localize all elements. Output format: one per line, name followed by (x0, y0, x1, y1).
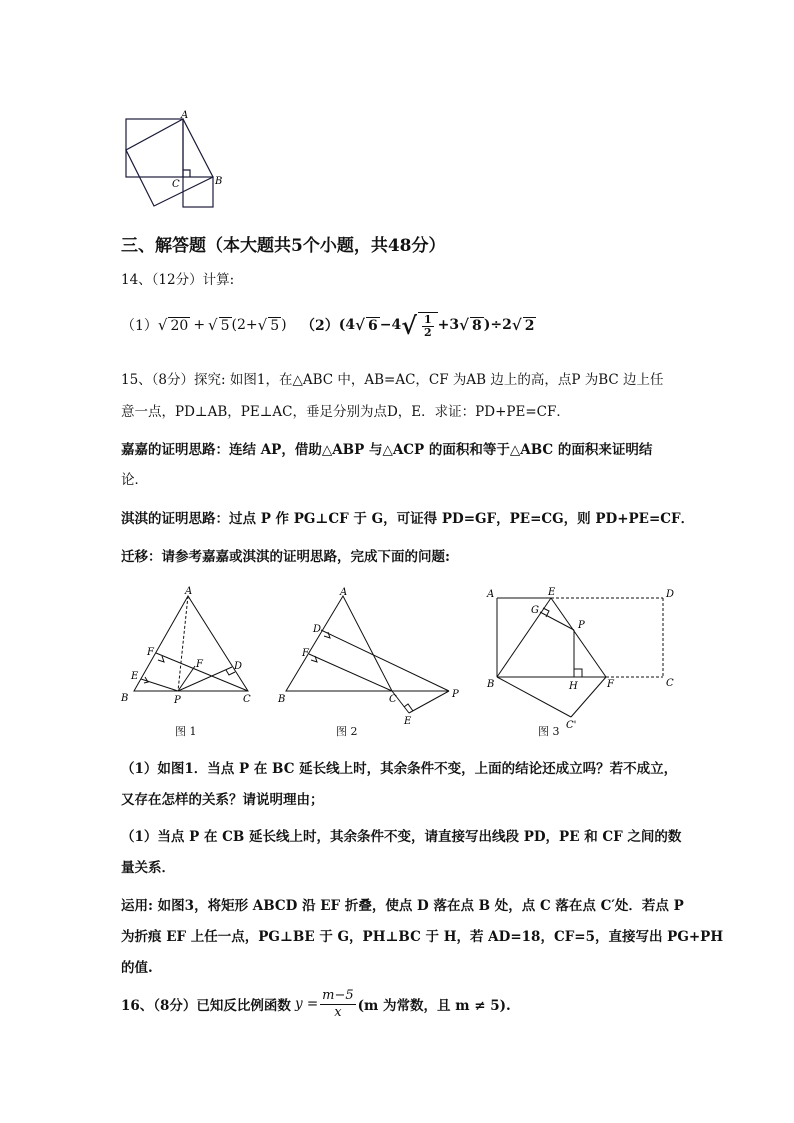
svg-text:F: F (607, 679, 614, 690)
q15-part1-line1: （1）如图1．当点 P 在 BC 延长线上时，其余条件不变，上面的结论还成立吗？若不成立， (121, 761, 678, 777)
svg-text:C': C' (566, 720, 577, 731)
figure-3 (480, 583, 680, 733)
q15-part1-line2: 又存在怎样的关系？请说明理由； (121, 792, 324, 808)
segment-bc-prime (497, 677, 571, 717)
svg-text:D: D (666, 589, 675, 600)
svg-text:P: P (174, 695, 181, 706)
svg-text:E: E (548, 587, 556, 598)
q15-line3: 嘉嘉的证明思路：连结 AP，借助△ABP 与△ACP 的面积和等于△ABC 的面积来证明结 (121, 442, 653, 458)
q15-line1: 15、（8分）探究: 如图1，在△ABC 中，AB=AC，CF 为AB 边上的高，点P 为BC 边上任 (121, 372, 664, 388)
svg-text:A: A (185, 586, 193, 597)
figure-2-caption: 图 2 (336, 725, 358, 738)
q15-part2-line1: （1）当点 P 在 CB 延长线上时，其余条件不变，请直接写出线段 PD，PE 和 CF 之间的数 (121, 829, 682, 845)
q15-apply-line2: 为折痕 EF 上任一点，PG⊥BE 于 G，PH⊥BC 于 H，若 AD=18，CF=5，直接写出 PG+PH (121, 929, 724, 945)
label-b: B (215, 176, 223, 187)
svg-text:F: F (196, 659, 203, 670)
hypotenuse-square (126, 119, 213, 206)
svg-text:A: A (340, 587, 348, 598)
label-a: A (181, 110, 189, 121)
svg-text:B: B (121, 693, 129, 704)
svg-text:C: C (666, 678, 674, 689)
triangle-abc (134, 596, 248, 691)
q15-apply-line3: 的值. (121, 960, 153, 976)
svg-text:D: D (313, 624, 322, 635)
small-square (183, 177, 213, 207)
figure-1-caption: 图 1 (175, 725, 197, 738)
right-mark-f (158, 656, 164, 662)
q16: 16、（8分）已知反比例函数 y = $\frac{m-5}{x}$ (m 为常数，且 m ≠ 5). (121, 987, 511, 1020)
triangle-abc (286, 596, 392, 691)
svg-text:A: A (487, 589, 495, 600)
q15-line5: 淇淇的证明思路：过点 P 作 PG⊥CF 于 G，可证得 PD=GF，PE=CG，则 PD+PE=CF． (121, 511, 695, 527)
fold-ef (551, 598, 606, 677)
segment-pe (141, 679, 178, 691)
q14-part1: （1） √ 20 + √ 5 (2+ √ 5 ) (121, 316, 287, 334)
q15-part2-line2: 量关系． (121, 860, 175, 876)
svg-text:B: B (278, 694, 286, 705)
q15-apply-line1: 运用: 如图3，将矩形 ABCD 沿 EF 折叠，使点 D 落在点 B 处，点 C 落在点 C′处．若点 P (121, 898, 684, 914)
q15-line2: 意一点，PD⊥AB，PE⊥AC，垂足分别为点D，E．求证：PD+PE=CF． (121, 404, 570, 420)
q14-p1-rad1: 20 (170, 317, 189, 334)
svg-text:P: P (452, 689, 459, 700)
segment-pd (321, 630, 449, 691)
svg-text:F: F (302, 648, 309, 659)
figure-1 (115, 585, 260, 710)
svg-text:D: D (234, 661, 243, 672)
figure-2 (272, 585, 472, 725)
svg-text:C: C (243, 694, 251, 705)
svg-text:F: F (147, 647, 154, 658)
segment-pg (540, 612, 574, 630)
svg-text:E: E (131, 671, 139, 682)
svg-text:C: C (389, 694, 397, 705)
q14-header: 14、（12分）计算: (121, 272, 235, 288)
segment-be (497, 598, 551, 677)
svg-text:E: E (404, 716, 412, 725)
q14-part2: （2） (4 √ 6 −4 √ $\frac{1}{2}$ +3 √ 8 )÷2 √ 2 (301, 310, 535, 340)
figure-3-caption: 图 3 (538, 725, 560, 738)
right-mark-h (574, 669, 582, 677)
label-c: C (172, 179, 180, 190)
segment-cf (309, 654, 392, 691)
section-title: 三、解答题（本大题共5个小题，共48分） (121, 236, 446, 256)
segment-pe (409, 691, 449, 713)
svg-text:H: H (569, 681, 578, 692)
svg-text:G: G (531, 605, 539, 616)
q15-line6: 迁移：请参考嘉嘉或淇淇的证明思路，完成下面的问题: (121, 549, 450, 565)
top-figure (118, 108, 230, 212)
svg-text:P: P (578, 620, 585, 631)
q15-line4: 论． (121, 472, 148, 488)
svg-text:B: B (487, 679, 495, 690)
right-angle-mark (183, 170, 190, 177)
